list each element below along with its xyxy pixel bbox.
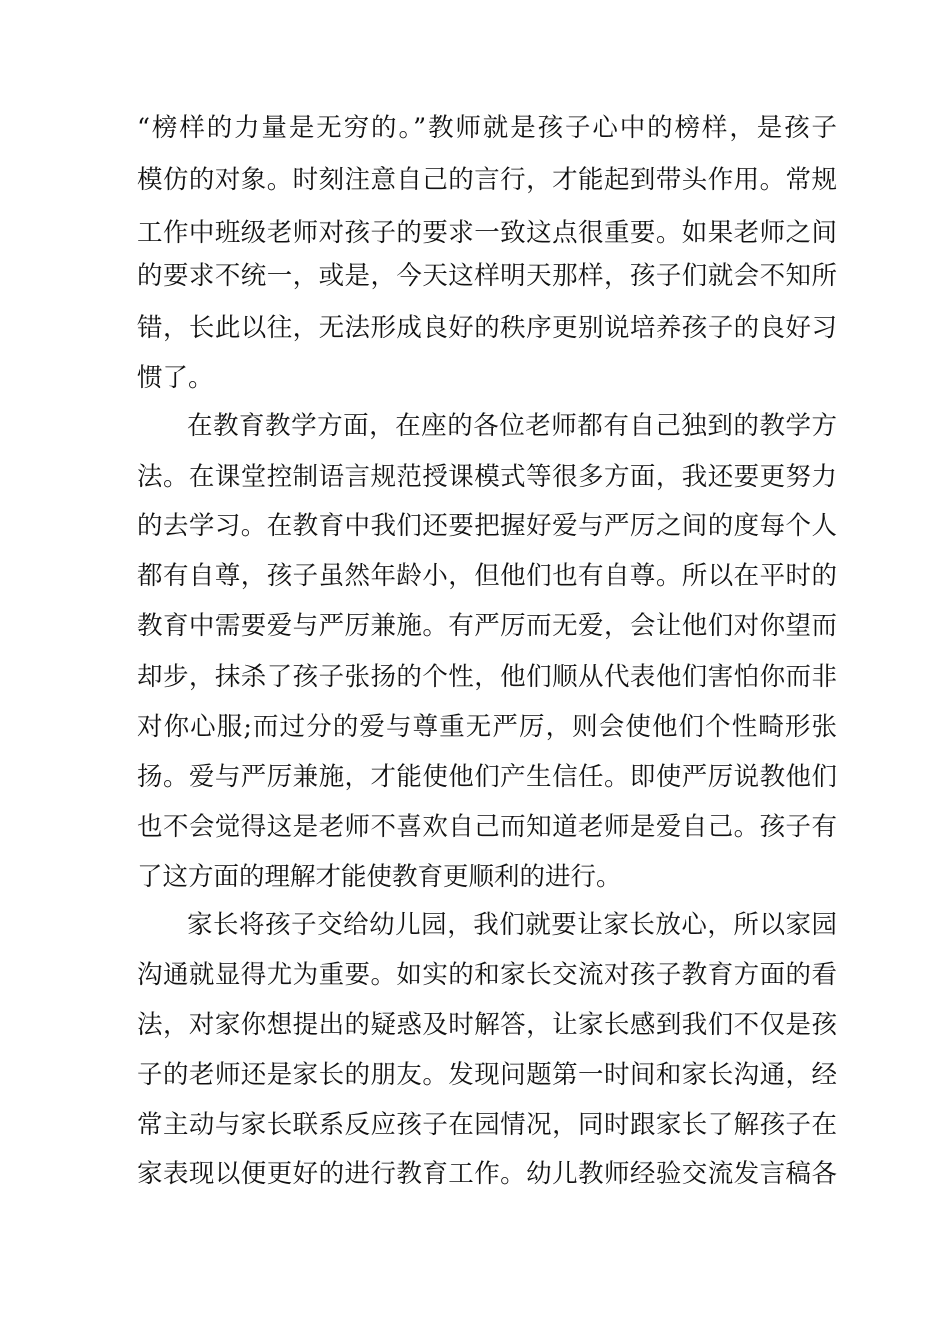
text-line: 模仿的对象。时刻注意自己的言行，才能起到带头作用。常规 — [137, 165, 837, 195]
text-line: 了这方面的理解才能使教育更顺利的进行。 — [137, 862, 622, 892]
text-line: 常主动与家长联系反应孩子在园情况，同时跟家长了解孩子在 — [137, 1110, 837, 1140]
text-line: 对你心服;而过分的爱与尊重无严厉，则会使他们个性畸形张 — [137, 712, 837, 742]
text-line: 错，长此以往，无法形成良好的秩序更别说培养孩子的良好习 — [137, 313, 837, 343]
text-line: 却步，抹杀了孩子张扬的个性，他们顺从代表他们害怕你而非 — [137, 662, 837, 692]
text-line: 教育中需要爱与严厉兼施。有严厉而无爱，会让他们对你望而 — [137, 611, 837, 641]
text-line: 工作中班级老师对孩子的要求一致这点很重要。如果老师之间 — [137, 218, 837, 248]
text-line: 子的老师还是家长的朋友。发现问题第一时间和家长沟通，经 — [137, 1060, 837, 1090]
text-line: 家表现以便更好的进行教育工作。幼儿教师经验交流发言稿各 — [137, 1159, 837, 1189]
text-line: 的去学习。在教育中我们还要把握好爱与严厉之间的度每个人 — [137, 511, 837, 541]
text-line: “榜样的力量是无穷的。”教师就是孩子心中的榜样，是孩子 — [137, 113, 837, 143]
text-line: 法。在课堂控制语言规范授课模式等很多方面，我还要更努力 — [137, 462, 837, 492]
paragraph-first-line: 在教育教学方面，在座的各位老师都有自己独到的教学方 — [187, 411, 837, 441]
paragraph-first-line: 家长将孩子交给幼儿园，我们就要让家长放心，所以家园 — [187, 910, 837, 940]
text-line: 沟通就显得尤为重要。如实的和家长交流对孩子教育方面的看 — [137, 960, 837, 990]
text-line: 都有自尊，孩子虽然年龄小，但他们也有自尊。所以在平时的 — [137, 561, 837, 591]
text-line: 的要求不统一，或是，今天这样明天那样，孩子们就会不知所 — [137, 261, 837, 291]
text-line: 也不会觉得这是老师不喜欢自己而知道老师是爱自己。孩子有 — [137, 812, 837, 842]
text-line: 惯了。 — [137, 363, 214, 393]
text-line: 法，对家你想提出的疑惑及时解答，让家长感到我们不仅是孩 — [137, 1010, 837, 1040]
text-line: 扬。爱与严厉兼施，才能使他们产生信任。即使严厉说教他们 — [137, 762, 837, 792]
